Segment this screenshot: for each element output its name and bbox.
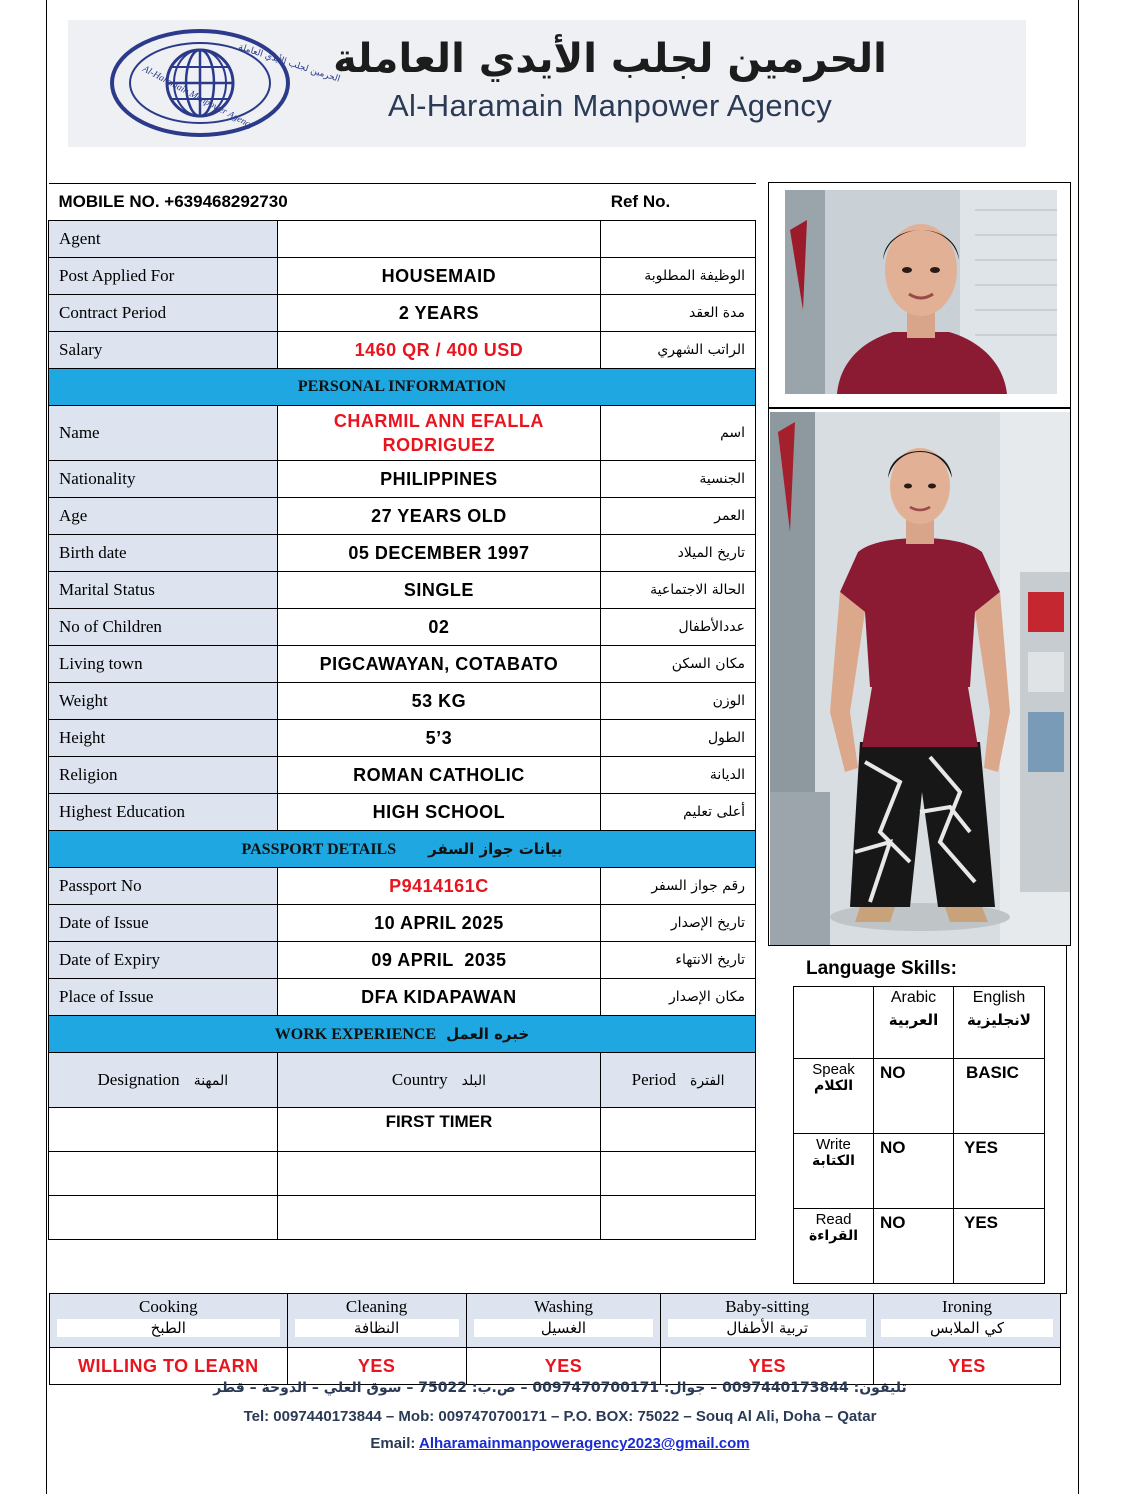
skills-header-row xyxy=(50,1294,1061,1348)
table-row xyxy=(49,1108,756,1152)
write-label: Write xyxy=(816,1136,851,1153)
skill-cooking-label: Cooking xyxy=(139,1297,198,1316)
speak-english-value: BASIC xyxy=(954,1059,1045,1134)
table-row xyxy=(49,1152,756,1196)
weight-arabic: الوزن xyxy=(601,683,756,720)
work-section-title-arabic: خبره العمل xyxy=(446,1024,530,1043)
salary-row xyxy=(49,332,756,369)
skill-washing-label: Washing xyxy=(533,1297,594,1316)
footer-contact-english: Tel: 0097440173844 – Mob: 0097470700171 – P.O. BOX: 75022 – Souq Al Ali, Doha – Qatar xyxy=(243,1408,877,1425)
work-country xyxy=(277,1152,601,1196)
read-label-arabic: القراءة xyxy=(808,1228,859,1244)
work-period xyxy=(601,1108,756,1152)
height-row xyxy=(49,720,756,757)
agency-logo xyxy=(108,27,342,139)
full-body-photo-frame xyxy=(768,408,1071,946)
weight-label: Weight xyxy=(49,683,278,720)
town-label: Living town xyxy=(49,646,278,683)
work-section-header xyxy=(49,1016,756,1053)
issue-label: Date of Issue xyxy=(49,905,278,942)
place-label: Place of Issue xyxy=(49,979,278,1016)
read-label: Read xyxy=(815,1211,852,1228)
read-english-value: YES xyxy=(954,1209,1045,1284)
weight-row xyxy=(49,683,756,720)
passport-no-arabic: رقم جواز السفر xyxy=(601,868,756,905)
work-country xyxy=(277,1196,601,1240)
marital-label: Marital Status xyxy=(49,572,278,609)
work-designation xyxy=(49,1108,278,1152)
english-header: English xyxy=(972,989,1026,1006)
name-value: CHARMIL ANN EFALLA RODRIGUEZ xyxy=(277,406,601,461)
agent-value xyxy=(277,221,601,258)
education-arabic: أعلى تعليم xyxy=(601,794,756,831)
town-row xyxy=(49,646,756,683)
birth-label: Birth date xyxy=(49,535,278,572)
expiry-row xyxy=(49,942,756,979)
passport-no-value: P9414161C xyxy=(277,868,601,905)
name-row xyxy=(49,406,756,461)
marital-value: SINGLE xyxy=(277,572,601,609)
country-header: Country xyxy=(391,1070,448,1089)
skill-cooking-arabic: الطبخ xyxy=(57,1319,280,1337)
marital-row xyxy=(49,572,756,609)
age-value: 27 YEARS OLD xyxy=(277,498,601,535)
children-value: 02 xyxy=(277,609,601,646)
place-arabic: مكان الإصدار xyxy=(601,979,756,1016)
mobile-number: MOBILE NO. +639468292730 xyxy=(49,184,601,221)
skill-babysitting-label: Baby-sitting xyxy=(725,1297,810,1316)
skill-washing-value: YES xyxy=(466,1348,661,1385)
height-value: 5’3 xyxy=(277,720,601,757)
work-designation xyxy=(49,1196,278,1240)
place-value: DFA KIDAPAWAN xyxy=(277,979,601,1016)
skill-ironing-label: Ironing xyxy=(942,1297,993,1316)
portrait-photo-frame xyxy=(768,182,1071,408)
children-row xyxy=(49,609,756,646)
religion-row xyxy=(49,757,756,794)
contract-value: 2 YEARS xyxy=(277,295,601,332)
salary-arabic: الراتب الشهري xyxy=(601,332,756,369)
nationality-value: PHILIPPINES xyxy=(277,461,601,498)
post-row xyxy=(49,258,756,295)
name-arabic: اسم xyxy=(601,406,756,461)
work-period xyxy=(601,1152,756,1196)
age-row xyxy=(49,498,756,535)
arabic-header: Arabic xyxy=(890,989,937,1006)
name-label: Name xyxy=(49,406,278,461)
speak-label: Speak xyxy=(812,1061,855,1078)
birth-value: 05 DECEMBER 1997 xyxy=(277,535,601,572)
agent-arabic xyxy=(601,221,756,258)
write-english-value: YES xyxy=(954,1134,1045,1209)
language-title: Language Skills: xyxy=(806,958,957,979)
contract-label: Contract Period xyxy=(49,295,278,332)
speak-row xyxy=(794,1059,1045,1134)
passport-no-label: Passport No xyxy=(49,868,278,905)
place-row xyxy=(49,979,756,1016)
personal-section-header xyxy=(49,369,756,406)
skill-babysitting-value: YES xyxy=(661,1348,874,1385)
work-header-row xyxy=(49,1053,756,1108)
country-header-arabic: البلد xyxy=(461,1073,486,1089)
nationality-label: Nationality xyxy=(49,461,278,498)
birth-row xyxy=(49,535,756,572)
issue-arabic: تاريخ الإصدار xyxy=(601,905,756,942)
write-arabic-value: NO xyxy=(874,1134,954,1209)
nationality-row xyxy=(49,461,756,498)
post-value: HOUSEMAID xyxy=(277,258,601,295)
passport-section-title-arabic: بيانات جواز السفر xyxy=(428,839,563,858)
passport-no-row xyxy=(49,868,756,905)
contract-row xyxy=(49,295,756,332)
education-value: HIGH SCHOOL xyxy=(277,794,601,831)
footer-email xyxy=(60,1435,1060,1452)
height-arabic: الطول xyxy=(601,720,756,757)
designation-header: Designation xyxy=(97,1070,180,1089)
footer-contact-arabic: تليفون: 0097440173844 – جوال: 0097470700171 – ص.ب: 75022 – سوق العلي – الدوحة – قطر xyxy=(213,1380,907,1396)
skill-babysitting-arabic: تربية الأطفال xyxy=(668,1319,866,1337)
expiry-value: 09 APRIL 2035 xyxy=(277,942,601,979)
mobile-row xyxy=(49,184,756,221)
salary-value: 1460 QR / 400 USD xyxy=(277,332,601,369)
skill-cleaning-label: Cleaning xyxy=(345,1297,408,1316)
age-arabic: العمر xyxy=(601,498,756,535)
post-arabic: الوظيفة المطلوبة xyxy=(601,258,756,295)
designation-header-arabic: المهنة xyxy=(193,1073,229,1089)
speak-label-arabic: الكلام xyxy=(813,1078,854,1094)
period-header: Period xyxy=(631,1070,677,1089)
salary-label: Salary xyxy=(49,332,278,369)
applicant-table xyxy=(48,183,756,1240)
email-label: Email: xyxy=(370,1435,416,1452)
portrait-photo xyxy=(785,190,1057,394)
issue-value: 10 APRIL 2025 xyxy=(277,905,601,942)
marital-arabic: الحالة الاجتماعية xyxy=(601,572,756,609)
religion-value: ROMAN CATHOLIC xyxy=(277,757,601,794)
town-arabic: مكان السكن xyxy=(601,646,756,683)
read-arabic-value: NO xyxy=(874,1209,954,1284)
skill-ironing-arabic: كي الملابس xyxy=(881,1319,1053,1337)
height-label: Height xyxy=(49,720,278,757)
work-designation xyxy=(49,1152,278,1196)
expiry-label: Date of Expiry xyxy=(49,942,278,979)
skill-cooking-value: WILLING TO LEARN xyxy=(50,1348,288,1385)
arabic-header-arabic: العربية xyxy=(888,1011,939,1029)
read-row xyxy=(794,1209,1045,1284)
children-arabic: عددالأطفال xyxy=(601,609,756,646)
full-body-photo xyxy=(770,412,1070,945)
skill-cleaning-arabic: النظافة xyxy=(295,1319,459,1337)
post-label: Post Applied For xyxy=(49,258,278,295)
nationality-arabic: الجنسية xyxy=(601,461,756,498)
agency-title-arabic: الحرمين لجلب الأيدي العاملة xyxy=(333,36,887,82)
period-header-arabic: الفترة xyxy=(690,1073,725,1089)
skills-table xyxy=(49,1293,1061,1385)
education-label: Highest Education xyxy=(49,794,278,831)
speak-arabic-value: NO xyxy=(874,1059,954,1134)
write-row xyxy=(794,1134,1045,1209)
personal-section-title: PERSONAL INFORMATION xyxy=(49,369,756,406)
skill-ironing-value: YES xyxy=(874,1348,1061,1385)
age-label: Age xyxy=(49,498,278,535)
issue-row xyxy=(49,905,756,942)
english-header-arabic: لانجليزية xyxy=(967,1011,1031,1029)
town-value: PIGCAWAYAN, COTABATO xyxy=(277,646,601,683)
skill-washing-arabic: الغسيل xyxy=(474,1319,654,1337)
skill-cleaning-value: YES xyxy=(287,1348,466,1385)
agent-row xyxy=(49,221,756,258)
birth-arabic: تاريخ الميلاد xyxy=(601,535,756,572)
education-row xyxy=(49,794,756,831)
contract-arabic: مدة العقد xyxy=(601,295,756,332)
agent-label: Agent xyxy=(49,221,278,258)
religion-label: Religion xyxy=(49,757,278,794)
weight-value: 53 KG xyxy=(277,683,601,720)
work-period xyxy=(601,1196,756,1240)
religion-arabic: الديانة xyxy=(601,757,756,794)
work-section-title: WORK EXPERIENCE xyxy=(274,1025,437,1043)
passport-section-title: PASSPORT DETAILS xyxy=(241,840,397,858)
svg-text:الحرمين لجلب الأيدي العاملة: الحرمين لجلب الأيدي العاملة xyxy=(237,42,342,85)
expiry-arabic: تاريخ الانتهاء xyxy=(601,942,756,979)
ref-no: Ref No. xyxy=(601,184,756,221)
language-header-row xyxy=(794,987,1045,1059)
svg-text:Al-Haramain Manpower Agency: Al-Haramain Manpower Agency xyxy=(140,64,256,132)
passport-section-header xyxy=(49,831,756,868)
children-label: No of Children xyxy=(49,609,278,646)
skills-value-row xyxy=(50,1348,1061,1385)
write-label-arabic: الكتابة xyxy=(812,1153,855,1169)
agency-title-english: Al-Haramain Manpower Agency xyxy=(387,88,833,123)
work-country: FIRST TIMER xyxy=(277,1108,601,1152)
email-link[interactable]: Alharamainmanpoweragency2023@gmail.com xyxy=(419,1435,750,1452)
language-table xyxy=(793,986,1045,1284)
table-row xyxy=(49,1196,756,1240)
